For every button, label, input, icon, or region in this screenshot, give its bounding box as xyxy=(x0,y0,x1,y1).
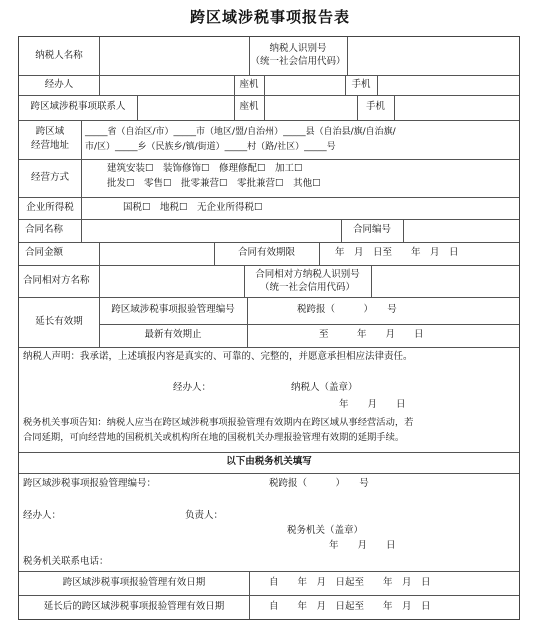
row-divider xyxy=(19,347,519,348)
authority-tax-code: 税跨报（ ） 号 xyxy=(269,478,369,489)
agent-label: 经办人 xyxy=(44,79,74,90)
mobile-label: 手机 xyxy=(365,101,385,112)
tax-notice-line-2: 合同延期，可向经营地的国税机关或机构所在地的国税机关办理报验管理有效期的延期手续。 xyxy=(23,432,405,443)
row-divider xyxy=(19,197,519,198)
row-divider xyxy=(99,324,519,325)
contract-amount-label: 合同金额 xyxy=(25,247,64,258)
row-divider xyxy=(19,571,519,572)
decl-agent-label: 经办人： xyxy=(173,382,212,393)
contract-validity-label: 合同有效期限 xyxy=(237,247,295,258)
col-divider xyxy=(347,37,348,75)
col-divider xyxy=(137,95,138,120)
row-divider xyxy=(19,219,519,220)
col-divider xyxy=(264,75,265,95)
col-divider xyxy=(81,120,82,242)
counterparty-name-label: 合同相对方名称 xyxy=(23,275,90,286)
col-divider xyxy=(99,75,100,95)
contract-name-label: 合同名称 xyxy=(25,224,64,235)
col-divider xyxy=(403,219,404,242)
col-divider xyxy=(371,265,372,297)
col-divider xyxy=(377,75,378,95)
row-divider xyxy=(19,120,519,121)
authority-principal-label: 负责人： xyxy=(185,510,224,521)
latest-validity-value: 至 年 月 日 xyxy=(319,329,424,340)
mobile-label: 手机 xyxy=(351,79,371,90)
valid-period-dates: 自 年 月 日起至 年 月 日 xyxy=(269,577,431,588)
row-divider xyxy=(19,75,519,76)
business-mode-options[interactable]: 建筑安装☐ 装饰修饰☐ 修理修配☐ 加工☐ xyxy=(107,163,303,174)
address-line-2: 市/区）_____乡（民族乡/镇/街道）_____村（路/社区）_____号 xyxy=(85,142,336,152)
contract-no-label: 合同编号 xyxy=(352,224,391,235)
authority-section-title: 以下由税务机关填写 xyxy=(226,456,312,467)
mgmt-no-label: 跨区域涉税事项报验管理编号 xyxy=(111,304,235,315)
address-line-1: _____省（自治区/市）_____市（地区/盟/自治州）_____县（自治县/旗/自治旗/ xyxy=(85,127,396,137)
tax-notice-line-1: 税务机关事项告知：纳税人应当在跨区域涉税事项报验管理有效期内在跨区域从事经营活动，若 xyxy=(23,417,414,428)
latest-validity-label: 最新有效期止 xyxy=(144,329,202,340)
authority-phone-label: 税务机关联系电话： xyxy=(23,556,109,567)
row-divider xyxy=(19,159,519,160)
taxpayer-statement: 纳税人声明：我承诺，上述填报内容是真实的、可靠的、完整的，并愿意承担相应法律责任。 xyxy=(23,351,413,362)
authority-agent-label: 经办人： xyxy=(23,510,62,521)
landline-label: 座机 xyxy=(239,101,259,112)
decl-date: 年 月 日 xyxy=(339,399,406,410)
authority-seal-label: 税务机关（盖章） xyxy=(287,525,364,536)
col-divider xyxy=(99,37,100,75)
landline-label: 座机 xyxy=(239,79,259,90)
form-title: 跨区域涉税事项报告表 xyxy=(189,8,350,26)
extend-validity-label: 延长有效期 xyxy=(35,316,83,327)
taxpayer-id-label: 纳税人识别号 xyxy=(269,43,327,54)
taxpayer-id-sublabel: （统一社会信用代码） xyxy=(250,56,346,67)
business-mode-label: 经营方式 xyxy=(30,172,69,183)
counterparty-id-sublabel: （统一社会信用代码） xyxy=(259,282,355,293)
col-divider xyxy=(247,297,248,347)
extended-period-dates: 自 年 月 日起至 年 月 日 xyxy=(269,601,431,612)
row-divider xyxy=(19,297,519,298)
col-divider xyxy=(264,95,265,120)
contract-validity-dates: 年 月 日至 年 月 日 xyxy=(335,247,459,258)
tax-report-form xyxy=(18,36,520,620)
address-label: 经营地址 xyxy=(30,140,69,151)
extended-period-label: 延长后的跨区域涉税事项报验管理有效日期 xyxy=(43,601,225,612)
tax-cross-code: 税跨报（ ） 号 xyxy=(297,304,397,315)
valid-period-label: 跨区域涉税事项报验管理有效日期 xyxy=(62,577,206,588)
address-label: 跨区域 xyxy=(35,126,65,137)
row-divider xyxy=(19,265,519,266)
row-divider xyxy=(19,452,519,453)
counterparty-id-label: 合同相对方纳税人识别号 xyxy=(255,269,360,280)
taxpayer-name-label: 纳税人名称 xyxy=(35,50,83,61)
income-tax-options[interactable]: 国税☐ 地税☐ 无企业所得税☐ xyxy=(123,202,263,213)
income-tax-label: 企业所得税 xyxy=(26,202,74,213)
taxpayer-seal-label: 纳税人（盖章） xyxy=(291,382,358,393)
col-divider xyxy=(249,571,250,619)
authority-date: 年 月 日 xyxy=(329,540,396,551)
row-divider xyxy=(19,473,519,474)
business-mode-options[interactable]: 批发☐ 零售☐ 批零兼营☐ 零批兼营☐ 其他☐ xyxy=(107,178,321,189)
col-divider xyxy=(394,95,395,120)
row-divider xyxy=(19,595,519,596)
contact-label: 跨区域涉税事项联系人 xyxy=(30,101,126,112)
row-divider xyxy=(19,242,519,243)
col-divider xyxy=(319,242,320,265)
authority-mgmt-no-label: 跨区域涉税事项报验管理编号： xyxy=(23,478,157,489)
row-divider xyxy=(19,95,519,96)
